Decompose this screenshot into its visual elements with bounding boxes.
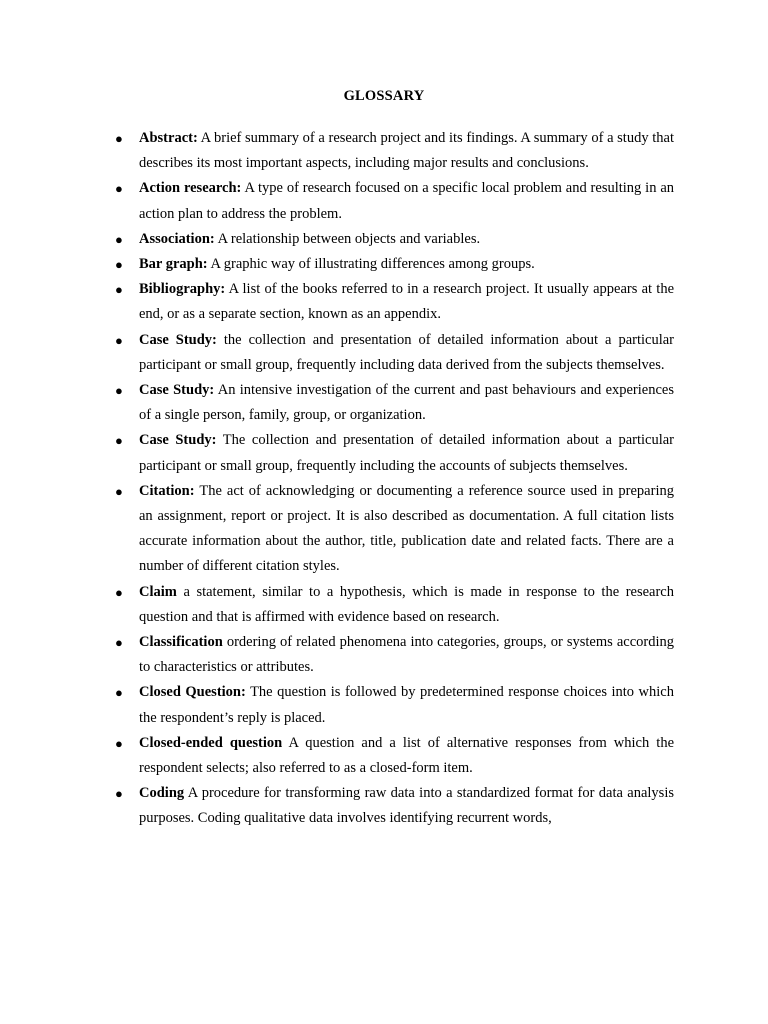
entry-definition: The act of acknowledging or documenting a reference source used in preparing an assignment, report or project. It is also described as documentation. A full citation lists accurate information about the author, title, publication date and related facts. There are a number of different citation styles. xyxy=(139,482,674,575)
bullet-icon: ● xyxy=(115,282,123,298)
entry-definition: A graphic way of illustrating differences among groups. xyxy=(210,256,535,273)
glossary-entry-case-study-1 xyxy=(115,328,674,378)
glossary-entry-citation xyxy=(115,479,674,580)
entry-definition: A relationship between objects and variables. xyxy=(217,230,481,247)
entry-term: Association: xyxy=(139,230,215,247)
bullet-icon: ● xyxy=(115,786,123,802)
entry-definition: The collection and presentation of detailed information about a particular participant or small group, frequently including the accounts of subjects themselves. xyxy=(139,432,674,474)
entry-definition: A procedure for transforming raw data into a standardized format for data analysis purposes. Coding qualitative data involves identifying recurrent words, xyxy=(139,785,674,827)
bullet-icon: ● xyxy=(115,332,123,348)
bullet-icon: ● xyxy=(115,735,123,751)
glossary-entry-association xyxy=(115,227,674,252)
entry-term: Closed Question: xyxy=(139,684,246,701)
bullet-icon: ● xyxy=(115,383,123,399)
bullet-icon: ● xyxy=(115,635,123,651)
entry-term: Bar graph: xyxy=(139,256,208,273)
page-title: GLOSSARY xyxy=(343,88,425,104)
entry-term: Case Study: xyxy=(139,382,215,399)
bullet-icon: ● xyxy=(115,483,123,499)
glossary-entry-coding xyxy=(115,781,674,831)
glossary-entry-closed-question xyxy=(115,680,674,730)
bullet-icon: ● xyxy=(115,181,123,197)
entry-definition: A question and a list of alternative responses from which the respondent selects; also referred to as a closed-form item. xyxy=(139,734,674,777)
entry-term: Bibliography: xyxy=(139,281,226,298)
glossary-list xyxy=(115,126,675,832)
entry-term: Case Study: xyxy=(139,432,217,449)
entry-definition: A brief summary of a research project and its findings. A summary of a study that describes its most important aspects, including major results and conclusions. xyxy=(139,130,674,172)
entry-term: Action research: xyxy=(139,180,242,197)
glossary-entry-case-study-3 xyxy=(115,428,674,478)
entry-term: Case Study: xyxy=(139,331,217,348)
entry-definition: An intensive investigation of the current and past behaviours and experiences of a single person, family, group, or organization. xyxy=(139,382,674,424)
bullet-icon: ● xyxy=(115,584,123,600)
glossary-entry-case-study-2 xyxy=(115,378,674,428)
entry-term: Closed-ended question xyxy=(139,734,283,751)
entry-definition: the collection and presentation of detailed information about a particular participant or small group, frequently including data derived from the subjects themselves. xyxy=(139,331,674,373)
bullet-icon: ● xyxy=(115,257,123,273)
bullet-icon: ● xyxy=(115,685,123,701)
entry-definition: The question is followed by predetermined response choices into which the respondent’s reply is placed. xyxy=(139,684,674,726)
glossary-entry-bibliography xyxy=(115,277,674,327)
entry-definition: a statement, similar to a hypothesis, which is made in response to the research question and that is affirmed with evidence based on research. xyxy=(139,583,674,625)
glossary-entry-claim xyxy=(115,580,674,630)
entry-term: Classification xyxy=(139,634,223,651)
entry-definition: ordering of related phenomena into categories, groups, or systems according to characteristics or attributes. xyxy=(139,634,675,676)
entry-term: Coding xyxy=(139,785,185,802)
glossary-entry-action-research xyxy=(115,176,675,226)
entry-term: Citation: xyxy=(139,482,195,499)
entry-definition: A type of research focused on a specific local problem and resulting in an action plan to address the problem. xyxy=(139,180,675,222)
entry-term: Abstract: xyxy=(139,130,198,146)
glossary-entry-abstract xyxy=(115,126,674,176)
bullet-icon: ● xyxy=(115,231,123,247)
entry-term: Claim xyxy=(139,583,177,600)
bullet-icon: ● xyxy=(115,433,123,449)
glossary-entry-bar-graph xyxy=(115,252,674,277)
glossary-entry-classification xyxy=(115,630,675,680)
entry-definition: A list of the books referred to in a research project. It usually appears at the end, or as a separate section, known as an appendix. xyxy=(139,281,674,323)
bullet-icon: ● xyxy=(115,131,123,146)
glossary-entry-closed-ended-question xyxy=(115,731,674,781)
